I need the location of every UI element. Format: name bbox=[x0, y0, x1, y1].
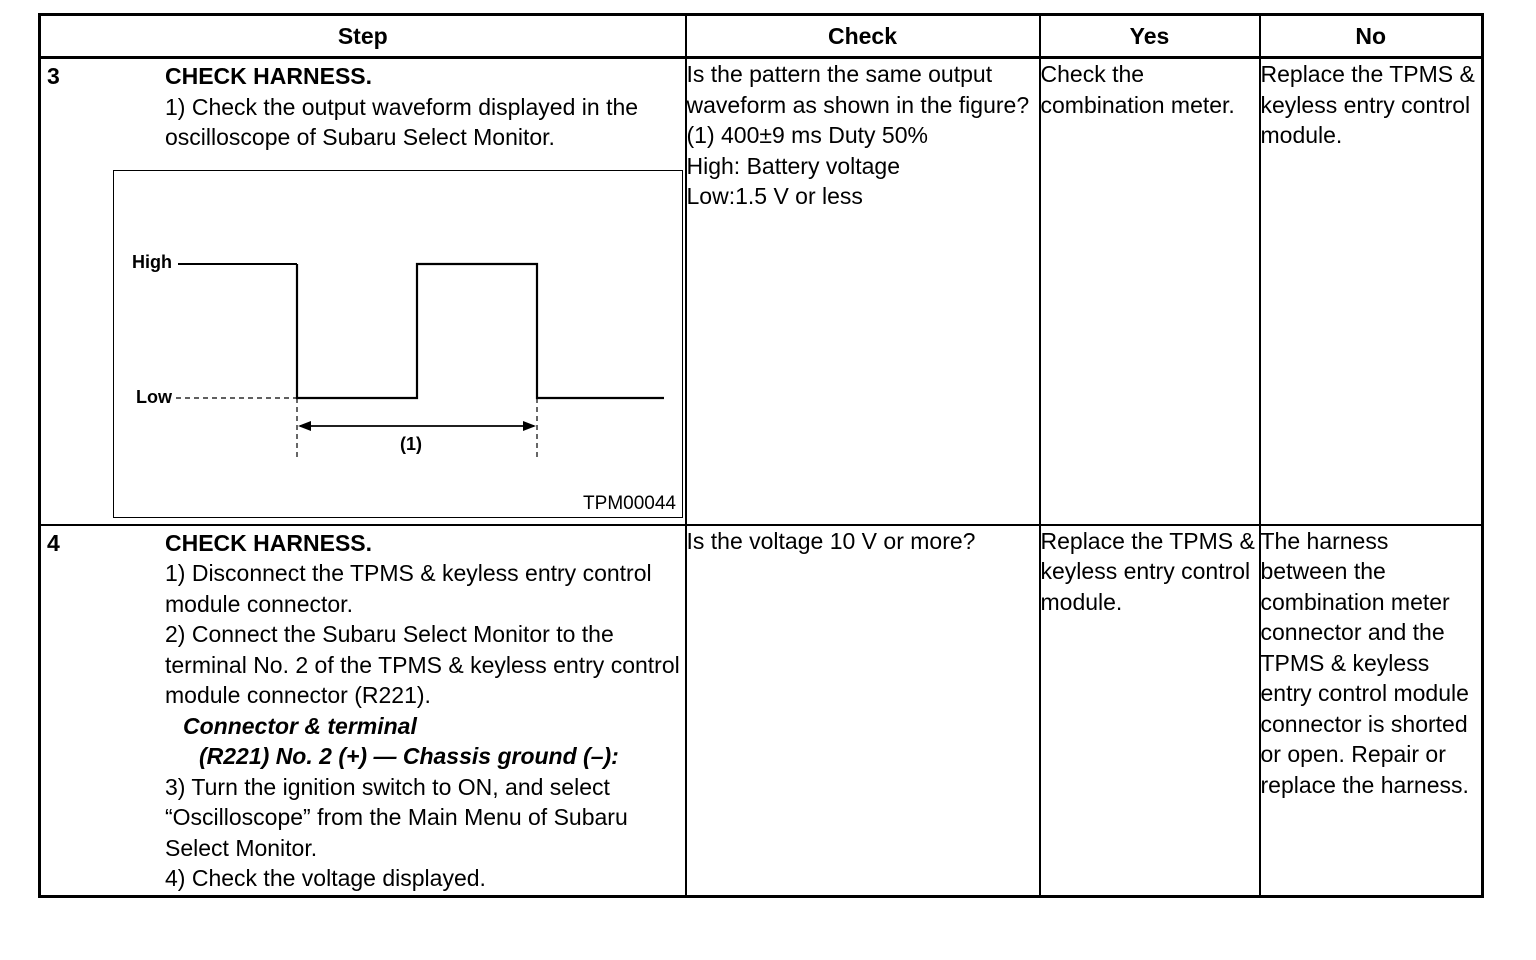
connector-spec: (R221) No. 2 (+) — Chassis ground (–): bbox=[199, 743, 619, 769]
table-header-row bbox=[40, 15, 1483, 58]
header-no: No bbox=[1260, 15, 1483, 58]
header-yes: Yes bbox=[1040, 15, 1260, 58]
figure-code: TPM00044 bbox=[583, 492, 676, 514]
step-instruction: 1) Disconnect the TPMS & keyless entry control module connector. bbox=[165, 560, 652, 617]
dimension-label: (1) bbox=[400, 433, 422, 454]
diagnostic-table bbox=[38, 13, 1484, 898]
table-row-step-3 bbox=[40, 58, 1483, 525]
yes-cell: Check the combination meter. bbox=[1040, 58, 1260, 525]
step-instruction: 4) Check the voltage displayed. bbox=[165, 865, 486, 891]
table-row-step-4 bbox=[40, 525, 1483, 897]
step-cell bbox=[40, 58, 686, 525]
check-question: Is the pattern the same output waveform as shown in the figure? bbox=[686, 61, 1030, 118]
header-check: Check bbox=[686, 15, 1040, 58]
step-number: 3 bbox=[47, 63, 60, 89]
check-spec-high: High: Battery voltage bbox=[686, 152, 901, 179]
step-instruction: 3) Turn the ignition switch to ON, and select “Oscilloscope” from the Main Menu of Subaru Select Monitor. bbox=[165, 773, 628, 861]
step-cell bbox=[40, 525, 686, 897]
waveform-figure bbox=[113, 170, 683, 518]
connector-title: Connector & terminal bbox=[183, 712, 417, 739]
waveform-diagram bbox=[114, 171, 682, 517]
yes-cell: Replace the TPMS & keyless entry control module. bbox=[1040, 525, 1260, 897]
step-number: 4 bbox=[47, 529, 60, 556]
check-spec-duty: (1) 400±9 ms Duty 50% bbox=[686, 122, 928, 148]
step-title: CHECK HARNESS. bbox=[165, 529, 373, 556]
header-step: Step bbox=[40, 15, 686, 58]
diagnostic-table-sheet bbox=[38, 13, 1481, 898]
no-cell: The harness between the combination meter connector and the TPMS & keyless entry control module connector is shorted or open. Repair or replace the harness. bbox=[1260, 525, 1483, 897]
check-cell bbox=[686, 58, 1040, 525]
step-title: CHECK HARNESS. bbox=[165, 63, 373, 89]
step-instruction: 2) Connect the Subaru Select Monitor to the terminal No. 2 of the TPMS & keyless entry control module connector (R221). bbox=[165, 621, 680, 708]
low-level-label: Low bbox=[136, 386, 172, 407]
no-cell: Replace the TPMS & keyless entry control module. bbox=[1260, 58, 1483, 525]
high-level-label: High bbox=[132, 251, 172, 272]
check-cell: Is the voltage 10 V or more? bbox=[686, 525, 1040, 897]
step-instruction: 1) Check the output waveform displayed in the oscilloscope of Subaru Select Monitor. bbox=[165, 93, 639, 150]
check-spec-low: Low:1.5 V or less bbox=[686, 183, 863, 209]
